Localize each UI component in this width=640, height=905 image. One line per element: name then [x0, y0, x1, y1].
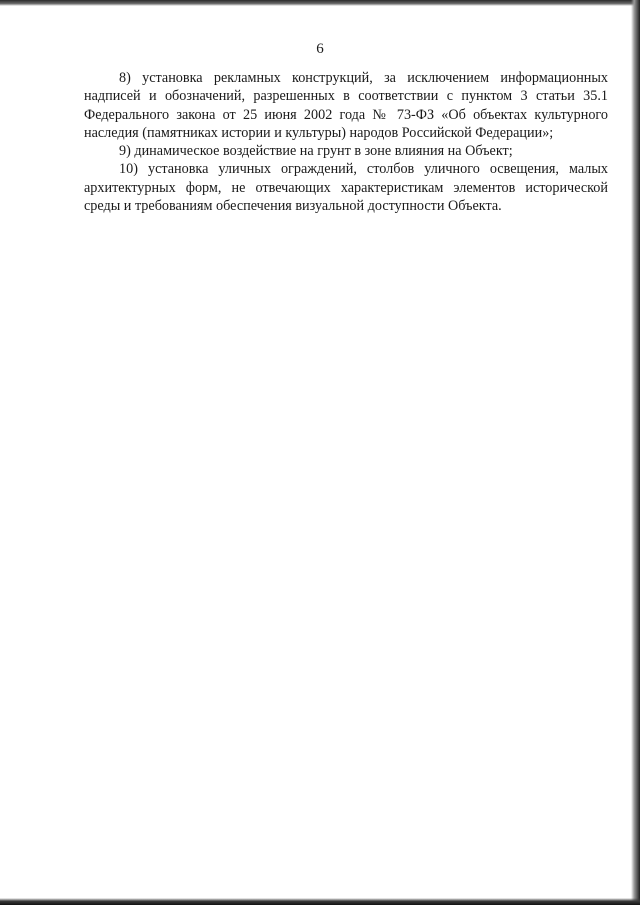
scan-right-edge — [631, 0, 640, 905]
list-item-text: динамическое воздействие на грунт в зоне влияния на Объект; — [134, 143, 513, 160]
list-item-text: установка рекламных конструкций, за исключением информационных надписей и обозначений, разрешенных в соответствии с пунктом 3 статьи 35.1 Федерального закона от 25 июня 2002 года № 73-ФЗ «Об объектах культурного наследия (памятниках истории и культуры) народов Российской Федерации»; — [84, 70, 609, 141]
list-marker: 10) — [119, 161, 138, 178]
list-item-10 — [84, 160, 608, 215]
scan-top-edge — [0, 0, 640, 6]
list-marker: 9) — [119, 143, 131, 160]
document-body — [84, 69, 608, 215]
list-marker: 8) — [119, 70, 131, 86]
scan-bottom-edge — [0, 898, 640, 905]
page-number: 6 — [316, 41, 324, 57]
list-item-text: установка уличных ограждений, столбов уличного освещения, малых архитектурных форм, не отвечающих характеристикам элементов исторической среды и требованиям обеспечения визуальной доступности Объекта. — [84, 161, 609, 215]
list-item-9 — [84, 142, 608, 160]
list-item-8 — [84, 69, 608, 142]
